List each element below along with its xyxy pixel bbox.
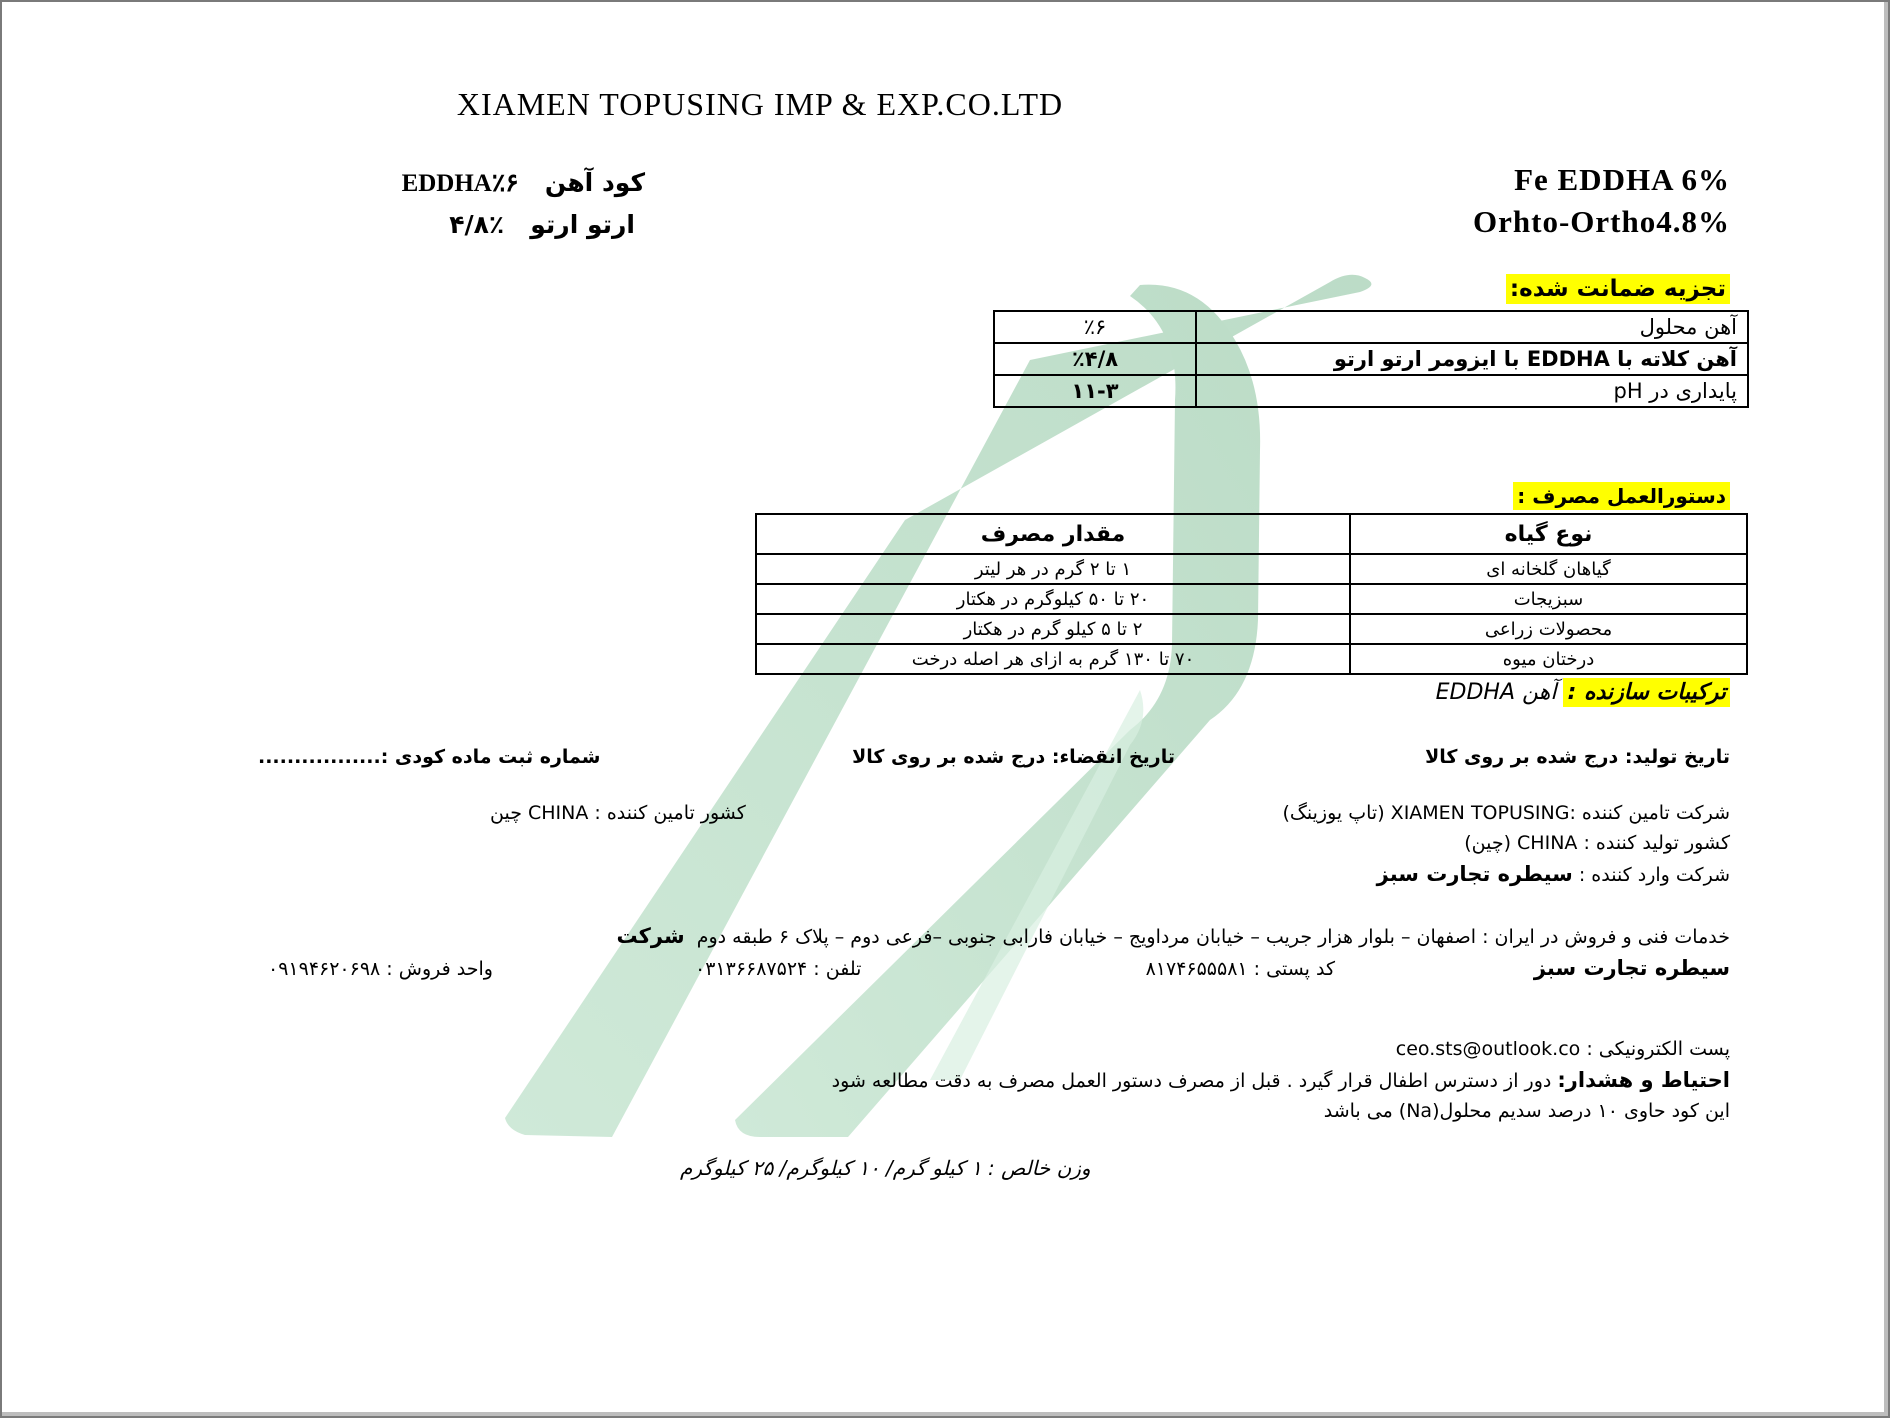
usage-heading: دستورالعمل مصرف :: [1513, 482, 1730, 510]
usage-plant: درختان میوه: [1350, 644, 1747, 674]
usage-row: [756, 644, 1747, 674]
usage-plant: گیاهان گلخانه ای: [1350, 554, 1747, 584]
net-weight: وزن خالص : ۱ کیلو گرم/ ۱۰ کیلوگرم/ ۲۵ کیلوگرم: [680, 1156, 1091, 1180]
importer-name: سیطره تجارت سبز: [1376, 862, 1573, 886]
phone-number: تلفن : ۰۳۱۳۶۶۸۷۵۲۴: [695, 958, 862, 980]
sodium-note: این کود حاوی ۱۰ درصد سدیم محلول(Na) می باشد: [1323, 1100, 1730, 1122]
usage-header-amount: مقدار مصرف: [756, 514, 1350, 554]
production-date: تاریخ تولید: درج شده بر روی کالا: [1425, 746, 1730, 768]
producer-country: کشور تولید کننده : CHINA (چین): [1464, 832, 1730, 854]
guaranteed-table: [993, 310, 1749, 408]
product-fa-line2-value: ٪۴/۸: [449, 210, 505, 239]
guaranteed-heading: تجزیه ضمانت شده:: [1506, 274, 1730, 304]
guaranteed-value: ٪۶: [994, 311, 1196, 343]
guaranteed-label: پایداری در pH: [1196, 375, 1748, 407]
usage-row: [756, 614, 1747, 644]
importer: [1377, 862, 1730, 886]
usage-amount: ۲۰ تا ۵۰ کیلوگرم در هکتار: [756, 584, 1350, 614]
usage-plant: سبزیجات: [1350, 584, 1747, 614]
guaranteed-value: ۱۱-۳: [994, 375, 1196, 407]
services-company-name: سیطره تجارت سبز: [1533, 956, 1730, 980]
warning-text: دور از دسترس اطفال قرار گیرد . قبل از مصرف دستور العمل مصرف به دقت مطالعه شود: [831, 1070, 1552, 1092]
email-line: پست الکترونیکی : ceo.sts@outlook.co: [1395, 1038, 1730, 1060]
guaranteed-value: ٪۴/۸: [994, 343, 1196, 375]
expiry-date: تاریخ انقضاء: درج شده بر روی کالا: [852, 746, 1175, 768]
sales-number: واحد فروش : ۰۹۱۹۴۶۲۰۶۹۸: [268, 958, 493, 980]
importer-label: شرکت وارد کننده :: [1578, 864, 1730, 886]
product-fa-line2: [285, 210, 635, 239]
guaranteed-row: [994, 375, 1748, 407]
product-en-line2: Orhto-Ortho4.8%: [1473, 204, 1730, 239]
product-fa-line2-label: ارتو ارتو: [530, 210, 635, 239]
usage-amount: ۱ تا ۲ گرم در هر لیتر: [756, 554, 1350, 584]
supplier-company: شرکت تامین کننده :XIAMEN TOPUSING (تاپ یوزینگ): [1282, 802, 1730, 824]
usage-row: [756, 554, 1747, 584]
guaranteed-label: آهن محلول: [1196, 311, 1748, 343]
product-fa-line1-value: EDDHA٪۶: [401, 170, 519, 197]
registration-number: شماره ثبت ماده کودی :.................: [258, 746, 601, 768]
product-fa-line1-label: کود آهن: [544, 168, 645, 197]
composition-label: ترکیبات سازنده :: [1563, 678, 1730, 707]
composition-value: آهن EDDHA: [1435, 680, 1557, 705]
postal-code: کد پستی : ۸۱۷۴۶۵۵۵۸۱: [1145, 958, 1335, 980]
company-title: XIAMEN TOPUSING IMP & EXP.CO.LTD: [456, 86, 1064, 122]
warning-label: احتیاط و هشدار:: [1557, 1068, 1730, 1092]
services-address: خدمات فنی و فروش در ایران : اصفهان – بلوار هزار جریب – خیابان مرداویج – خیابان فارابی جنوبی –فرعی دوم – پلاک ۶ طبقه دوم: [696, 926, 1730, 948]
guaranteed-row: [994, 311, 1748, 343]
supplier-country: کشور تامین کننده : CHINA چین: [490, 802, 746, 824]
services-line1: [616, 924, 1730, 948]
product-en-line1: Fe EDDHA 6%: [1514, 162, 1730, 197]
usage-header-plant: نوع گیاه: [1350, 514, 1747, 554]
usage-header-row: [756, 514, 1747, 554]
usage-table: [755, 513, 1748, 675]
product-fa-line1: [285, 168, 645, 198]
usage-amount: ۷۰ تا ۱۳۰ گرم به ازای هر اصله درخت: [756, 644, 1350, 674]
composition: [1436, 680, 1730, 705]
guaranteed-label: آهن کلاته با EDDHA با ایزومر ارتو ارتو: [1196, 343, 1748, 375]
guaranteed-row: [994, 343, 1748, 375]
usage-row: [756, 584, 1747, 614]
usage-plant: محصولات زراعی: [1350, 614, 1747, 644]
usage-amount: ۲ تا ۵ کیلو گرم در هکتار: [756, 614, 1350, 644]
warning-line: [832, 1068, 1730, 1092]
services-company-word: شرکت: [616, 924, 685, 948]
